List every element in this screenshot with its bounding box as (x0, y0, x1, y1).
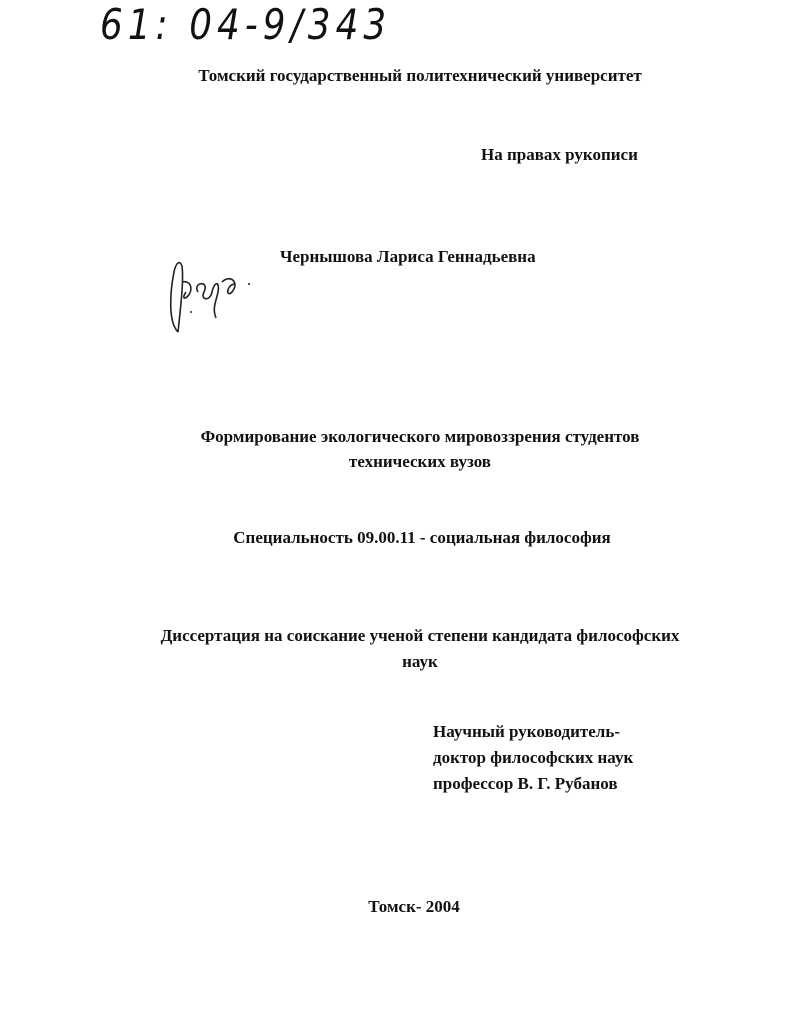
specialty: Специальность 09.00.11 - социальная философия (233, 528, 611, 547)
degree-line-2: наук (402, 652, 438, 671)
dissertation-title-line-2: технических вузов (349, 452, 491, 471)
university-name: Томский государственный политехнический университет (198, 66, 642, 85)
author-name: Чернышова Лариса Геннадьевна (280, 247, 536, 266)
dissertation-title-line-1: Формирование экологического мировоззрения студентов (200, 427, 640, 446)
supervisor-line-3: профессор В. Г. Рубанов (433, 774, 618, 793)
supervisor-line-2: доктор философских наук (433, 748, 634, 767)
degree-line-1: Диссертация на соискание ученой степени кандидата философских (160, 626, 680, 645)
signature-image (160, 252, 260, 342)
rights-note: На правах рукописи (481, 145, 638, 164)
archive-number: 61: 04-9/343 (100, 0, 392, 49)
city-year: Томск- 2004 (368, 897, 460, 916)
supervisor-line-1: Научный руководитель- (433, 722, 620, 741)
